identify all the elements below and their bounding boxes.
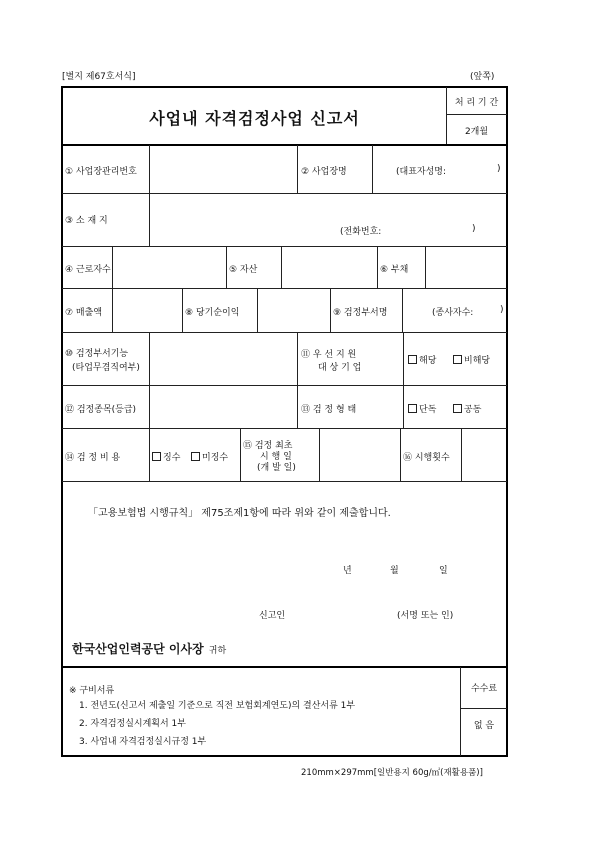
department-name-label: ⑨ 검정부서명 [333,308,388,318]
staff-count-close: ) [500,305,504,315]
page-side-note: (앞쪽) [470,72,495,82]
required-document-item: 2. 자격검정실시계획서 1부 [79,719,186,729]
checkbox-icon [152,452,161,461]
exam-form-single-option[interactable]: 단독 [408,402,436,415]
checkbox-icon [453,404,462,413]
department-function-field[interactable] [151,336,295,382]
department-function-label: ⑩ 검정부서기능 [65,349,129,359]
recipient-org: 한국산업인력공단 이사장 [72,642,204,656]
exam-form-label: ⑬ 검 정 형 태 [301,405,357,415]
net-income-label: ⑧ 당기순이익 [185,308,240,318]
exam-frequency-label: ⑯ 시행횟수 [403,453,450,463]
priority-applicable-option[interactable]: 해당 [408,353,436,366]
date-day: 일 [439,566,448,576]
first-exam-date-label: ⑮ 검정 최초 [243,441,293,451]
first-exam-date-field[interactable] [321,432,398,479]
exam-cost-no-collect-option[interactable]: 미징수 [191,450,228,463]
form-number: [별지 제67호서식] [62,72,136,82]
sales-label: ⑦ 매출액 [65,308,103,318]
date-year: 년 [343,566,352,576]
business-mgmt-number-field[interactable] [151,150,295,190]
checkbox-icon [408,355,417,364]
net-income-field[interactable] [259,292,328,330]
phone-close: ) [472,224,476,234]
department-function-sublabel: (타업무겸직여부) [72,363,140,373]
phone-label: (전화번호: [340,227,382,237]
liabilities-label: ⑥ 부채 [380,265,409,275]
sales-field[interactable] [114,292,180,330]
processing-period-label: 처 리 기 간 [454,98,499,108]
business-mgmt-number-label: ① 사업장관리번호 [65,167,137,177]
submission-statement: 「고용보험법 시행규칙」 제75조제1항에 따라 위와 같이 제출합니다. [88,508,391,519]
liabilities-field[interactable] [427,250,505,286]
applicant-label: 신고인 [259,611,286,621]
employee-count-label: ④ 근로자수 [65,265,111,275]
checkbox-icon [191,452,200,461]
fee-label: 수수료 [470,684,498,694]
signature-note: (서명 또는 인) [397,611,454,621]
business-name-label: ② 사업장명 [301,167,347,177]
staff-count-label: (종사자수: [432,308,474,318]
date-month: 월 [390,566,399,576]
exam-cost-label: ⑭ 검 정 비 용 [65,453,121,463]
development-date-sublabel: (개 발 일) [257,463,296,473]
form-title: 사업내 자격검정사업 신고서 [149,109,360,128]
priority-support-label: ⑪ 우 선 지 원 [301,350,357,360]
processing-period-value: 2개월 [464,127,489,137]
employee-count-field[interactable] [114,250,224,286]
required-document-item: 3. 사업내 자격검정실시규정 1부 [79,737,207,747]
recipient-suffix: 귀하 [208,646,227,656]
priority-support-sublabel: 대 상 기 업 [318,363,362,373]
first-exam-date-sublabel: 시 행 일 [260,452,292,462]
priority-not-applicable-option[interactable]: 비해당 [453,353,490,366]
required-documents-heading: ※ 구비서류 [69,686,115,696]
applicant-signature-field[interactable] [295,602,390,620]
exam-form-joint-option[interactable]: 공동 [453,402,481,415]
address-field[interactable] [151,198,501,220]
recipient [72,638,226,657]
fee-value: 없 음 [473,721,495,731]
checkbox-icon [453,355,462,364]
required-document-item: 1. 전년도(신고서 제출일 기준으로 직전 보험회계연도)의 결산서류 1부 [79,701,356,711]
exam-frequency-field[interactable] [463,432,505,479]
assets-field[interactable] [283,250,375,286]
checkbox-icon [408,404,417,413]
representative-label: (대표자성명: [396,167,447,177]
exam-cost-collect-option[interactable]: 징수 [152,450,180,463]
paper-spec-footer: 210mm×297mm[일반용지 60g/㎡(재활용품)] [301,768,483,778]
exam-type-label: ⑫ 검정종목(등급) [65,405,137,415]
exam-type-field[interactable] [151,389,295,426]
representative-close: ) [497,164,501,174]
assets-label: ⑤ 자산 [229,265,258,275]
address-label: ③ 소 재 지 [65,216,108,226]
